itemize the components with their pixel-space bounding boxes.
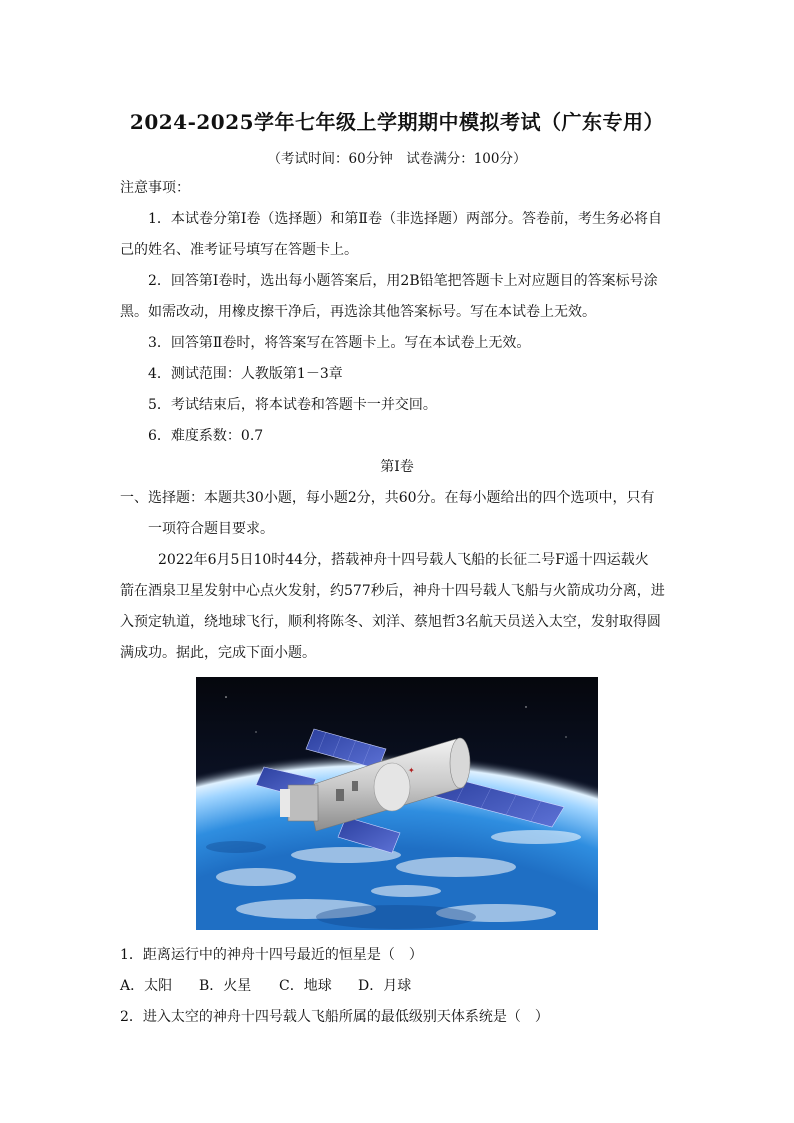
notice-item-1: 1．本试卷分第Ⅰ卷（选择题）和第Ⅱ卷（非选择题）两部分。答卷前，考生务必将自 — [148, 211, 662, 227]
notice-item-1-cont: 己的姓名、准考证号填写在答题卡上。 — [120, 242, 358, 258]
notice-item-2: 2．回答第Ⅰ卷时，选出每小题答案后，用2B铅笔把答题卡上对应题目的答案标号涂 — [148, 273, 658, 289]
svg-text:✦: ✦ — [408, 766, 415, 775]
passage-line-1: 2022年6月5日10时44分，搭载神舟十四号载人飞船的长征二号F遥十四运载火 — [158, 552, 649, 568]
volume-heading: 第Ⅰ卷 — [380, 459, 414, 475]
notice-item-2-cont: 黑。如需改动，用橡皮擦干净后，再选涂其他答案标号。写在本试卷上无效。 — [120, 304, 596, 320]
q1-option-b[interactable]: B．火星 — [199, 978, 252, 994]
notice-item-4: 4．测试范围：人教版第1－3章 — [148, 366, 343, 382]
notice-item-3: 3．回答第Ⅱ卷时，将答案写在答题卡上。写在本试卷上无效。 — [148, 335, 531, 351]
exam-info: （考试时间：60分钟 试卷满分：100分） — [267, 151, 527, 167]
passage-line-3: 入预定轨道，绕地球飞行，顺利将陈冬、刘洋、蔡旭哲3名航天员送入太空，发射取得圆 — [120, 614, 661, 630]
section-instructions: 一、选择题：本题共30小题，每小题2分，共60分。在每小题给出的四个选项中，只有 — [120, 490, 655, 506]
q1-option-c[interactable]: C．地球 — [279, 978, 332, 994]
passage-line-4: 满成功。据此，完成下面小题。 — [120, 645, 316, 661]
spacecraft-photo — [196, 677, 598, 930]
notice-heading: 注意事项： — [120, 180, 190, 196]
q1-option-a[interactable]: A．太阳 — [120, 978, 173, 994]
notice-item-5: 5．考试结束后，将本试卷和答题卡一并交回。 — [148, 397, 437, 413]
passage-line-2: 箭在酒泉卫星发射中心点火发射，约577秒后，神舟十四号载人飞船与火箭成功分离，进 — [120, 583, 665, 599]
question-1: 1．距离运行中的神舟十四号最近的恒星是（ ） — [120, 947, 423, 963]
question-2: 2．进入太空的神舟十四号载人飞船所属的最低级别天体系统是（ ） — [120, 1009, 549, 1025]
page-title: 2024-2025学年七年级上学期期中模拟考试（广东专用） — [129, 110, 665, 134]
section-instructions-cont: 一项符合题目要求。 — [148, 521, 274, 537]
q1-option-d[interactable]: D．月球 — [358, 978, 412, 994]
notice-item-6: 6．难度系数：0.7 — [148, 428, 264, 444]
